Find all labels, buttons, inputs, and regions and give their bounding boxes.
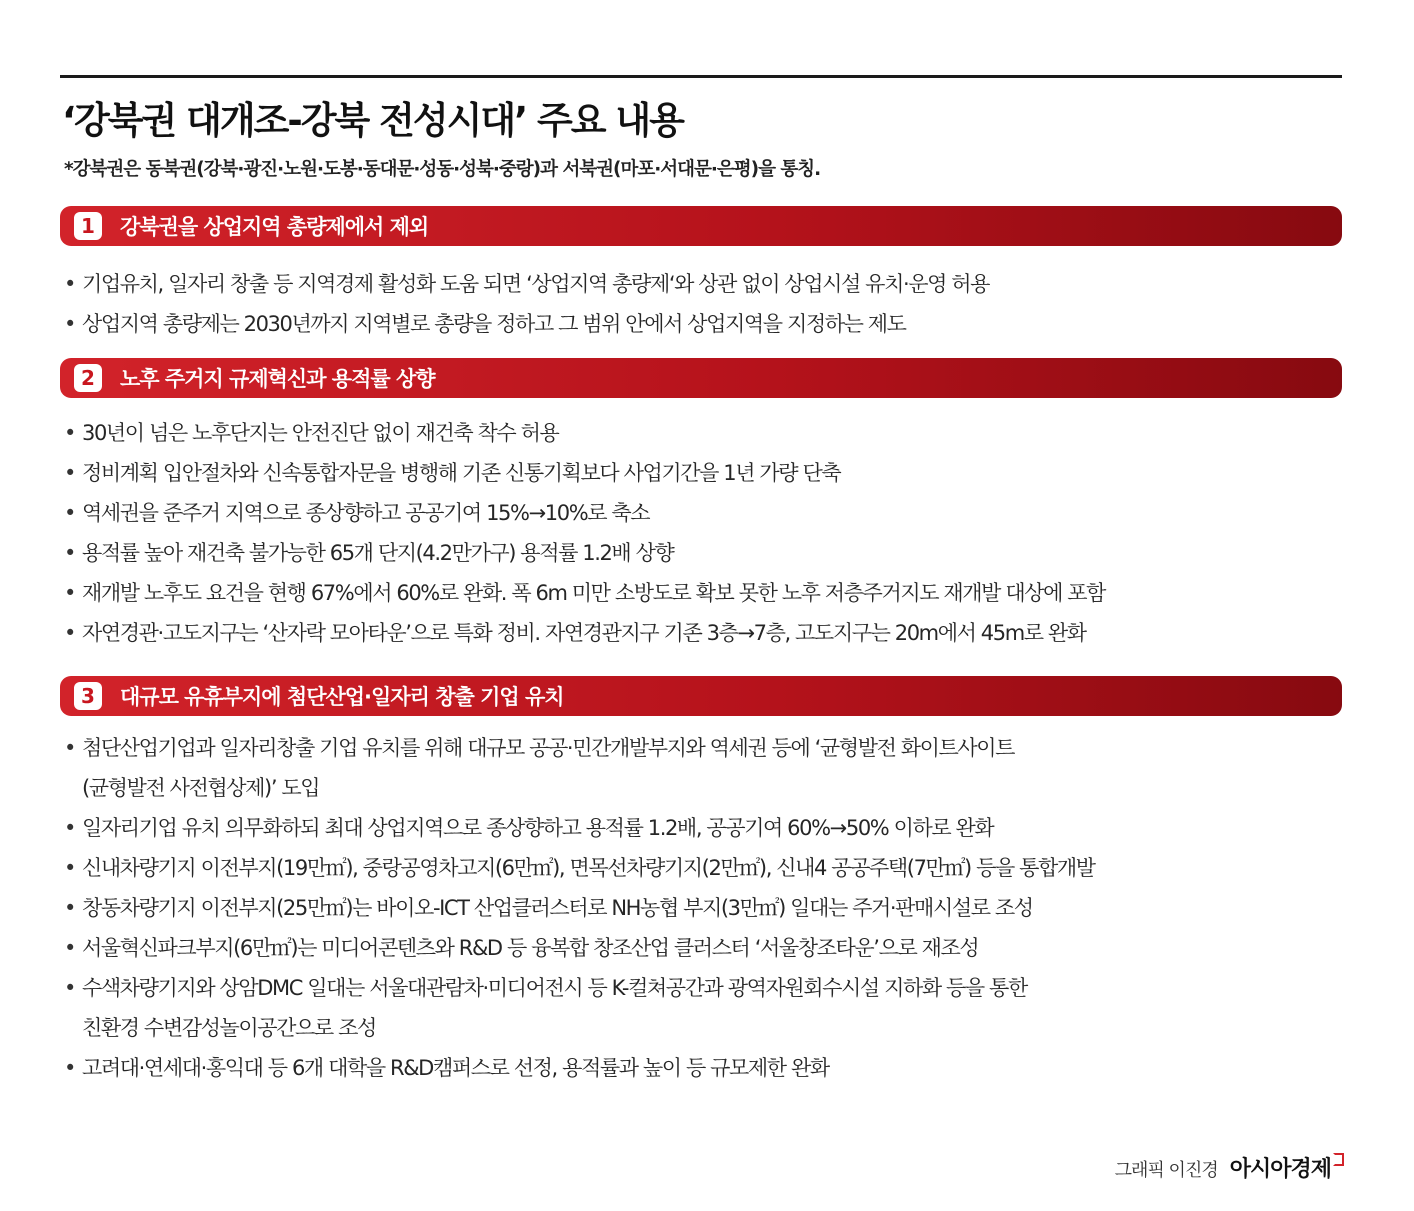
list-item: • 재개발 노후도 요건을 현행 67%에서 60%로 완화. 폭 6m 미만 소방도로 확보 못한 노후 저층주거지도 재개발 대상에 포함 [64,573,1105,613]
section-title: 대규모 유휴부지에 첨단산업·일자리 창출 기업 유치 [120,685,564,709]
list-item: • 정비계획 입안절차와 신속통합자문을 병행해 기존 신통기획보다 사업기간을 1년 가량 단축 [64,453,1105,493]
footer-credit [1115,1152,1344,1183]
list-item: • 기업유치, 일자리 창출 등 지역경제 활성화 도움 되면 ‘상업지역 총량제‘와 상관 없이 상업시설 유치·운영 허용 [64,264,989,304]
list-item-line: 첨단산업기업과 일자리창출 기업 유치를 위해 대규모 공공·민간개발부지와 역세권 등에 ‘균형발전 화이트사이트 [82,736,1015,760]
list-item: • 고려대·연세대·홍익대 등 6개 대학을 R&D캠퍼스로 선정, 용적률과 높이 등 규모제한 완화 [64,1048,1095,1088]
list-item: • 용적률 높아 재건축 불가능한 65개 단지(4.2만가구) 용적률 1.2배 상향 [64,533,1105,573]
top-rule [60,75,1342,78]
list-item-continuation: 친환경 수변감성놀이공간으로 조성 [82,1016,376,1040]
list-item: • 신내차량기지 이전부지(19만㎡), 중랑공영차고지(6만㎡), 면목선차량기지(2만㎡), 신내4 공공주택(7만㎡) 등을 통합개발 [64,848,1095,888]
section-3-list [60,728,1095,1088]
section-title: 강북권을 상업지역 총량제에서 제외 [120,215,429,239]
section-title: 노후 주거지 규제혁신과 용적률 상향 [120,367,435,391]
list-item-continuation: (균형발전 사전협상제)’ 도입 [82,776,320,800]
logo-mark-icon [1333,1153,1344,1166]
section-3 [60,676,1342,716]
page-subtitle: *강북권은 동북권(강북·광진·노원·도봉·동대문·성동·성북·중랑)과 서북권(마포·서대문·은평)을 통칭. [64,159,821,180]
section-2-list [60,413,1105,653]
list-item [64,968,1095,1048]
section-1 [60,206,1342,336]
list-item-line: 수색차량기지와 상암DMC 일대는 서울대관람차·미디어전시 등 K-컬쳐공간과 광역자원회수시설 지하화 등을 통한 [82,976,1027,1000]
section-2-header-bar [60,358,1342,398]
list-item: • 창동차량기지 이전부지(25만㎡)는 바이오-ICT 산업클러스터로 NH농협 부지(3만㎡) 일대는 주거·판매시설로 조성 [64,888,1095,928]
list-item [64,728,1095,808]
section-number-badge: 1 [74,212,102,240]
list-item: • 상업지역 총량제는 2030년까지 지역별로 총량을 정하고 그 범위 안에서 상업지역을 지정하는 제도 [64,304,906,344]
page-title: ‘강북권 대개조-강북 전성시대’ 주요 내용 [62,99,683,142]
list-item: • 서울혁신파크부지(6만㎡)는 미디어콘텐츠와 R&D 등 융복합 창조산업 클러스터 ‘서울창조타운’으로 재조성 [64,928,1095,968]
list-item: • 30년이 넘은 노후단지는 안전진단 없이 재건축 착수 허용 [64,413,1105,453]
list-item: • 일자리기업 유치 의무화하되 최대 상업지역으로 종상향하고 용적률 1.2배, 공공기여 60%→50% 이하로 완화 [64,808,1095,848]
list-item: • 자연경관·고도지구는 ‘산자락 모아타운’으로 특화 정비. 자연경관지구 기존 3층→7층, 고도지구는 20m에서 45m로 완화 [64,613,1105,653]
section-number-badge: 3 [74,682,102,710]
section-3-header-bar [60,676,1342,716]
section-2 [60,358,1342,398]
list-item: • 역세권을 준주거 지역으로 종상향하고 공공기여 15%→10%로 축소 [64,493,1105,533]
graphic-credit: 그래픽 이진경 [1114,1160,1218,1181]
section-1-header-bar [60,206,1342,246]
section-number-badge: 2 [74,364,102,392]
publisher-logo: 아시아경제 [1229,1157,1331,1182]
